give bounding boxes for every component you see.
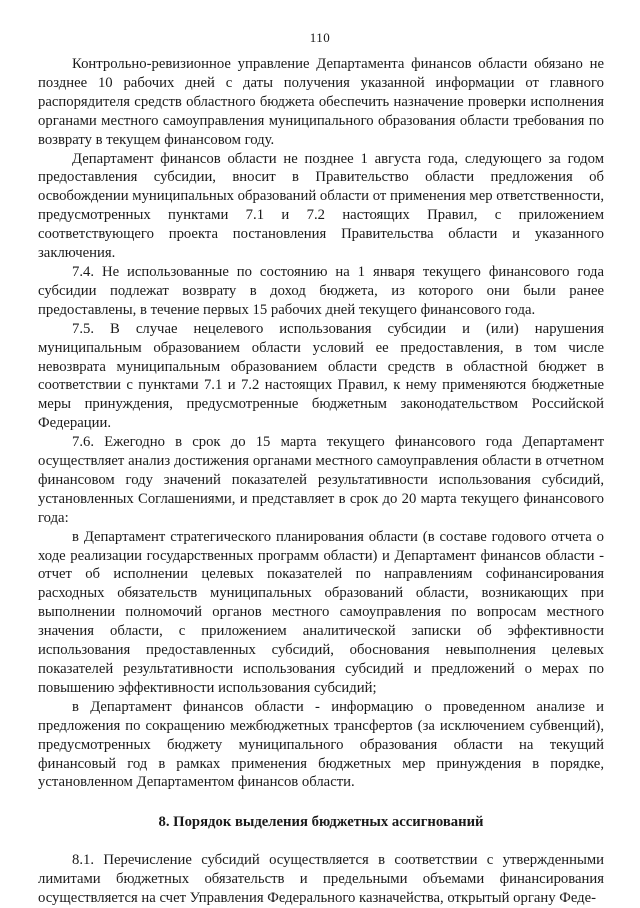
paragraph-finance-dept-proposal: Департамент финансов области не позднее 1 августа года, следующего за годом предоставления субсидии, вносит в Правительство области предложения об освобождении муниципальных образований области от применения мер ответственности, предусмотренных пунктами 7.1 и 7.2 настоящих Правил, с приложением соответствующего проекта постановления Правительства области и указанного заключения. xyxy=(38,150,604,262)
paragraph-control-audit: Контрольно-ревизионное управление Департамента финансов области обязано не позднее 10 рабочих дней с даты получения указанной информации от главного распорядителя средств областного бюджета обеспечить назначение проверки исполнения органами местного самоуправления муниципального образования области требования по возврату в текущем финансовом году. xyxy=(38,56,604,148)
paragraph-8-1: 8.1. Перечисление субсидий осуществляется в соответствии с утвержденными лимитами бюджетных обязательств и предельными объемами финансирования осуществляется на счет Управления Федерального казначейства, открытый органу Феде- xyxy=(38,852,604,907)
section-heading: 8. Порядок выделения бюджетных ассигнований xyxy=(158,814,484,831)
page-number: 110 xyxy=(309,30,331,45)
document-body xyxy=(38,55,604,908)
paragraph-7-4: 7.4. Не использованные по состоянию на 1 января текущего финансового года субсидии подлежат возврату в доход бюджета, из которого они были ранее предоставлены, в течение первых 15 рабочих дней текущего финансового года. xyxy=(38,263,604,318)
paragraph-7-5: 7.5. В случае нецелевого использования субсидии и (или) нарушения муниципальным образованием области условий ее предоставления, в том числе невозврата муниципальным образованием области средств в областной бюджет в соответствии с пунктами 7.1 и 7.2 настоящих Правил, к нему применяются бюджетные меры принуждения, предусмотренные бюджетным законодательством Российской Федерации. xyxy=(38,320,604,432)
paragraph-finance-dept-info: в Департамент финансов области - информацию о проведенном анализе и предложения по сокращению межбюджетных трансфертов (за исключением субвенций), предусмотренных бюджету муниципального образования области на текущий финансовый год в рамках применения бюджетных мер принуждения в порядке, установленном Департаментом финансов области. xyxy=(38,698,604,791)
paragraph-7-6: 7.6. Ежегодно в срок до 15 марта текущего финансового года Департамент осуществляет анализ достижения органами местного самоуправления области в отчетном финансовом году значений показателей результативности использования субсидий, установленных Соглашениями, и представляет в срок до 20 марта текущего финансового года: xyxy=(38,434,604,526)
paragraph-strategic-planning: в Департамент стратегического планирования области (в составе годового отчета о ходе реализации государственных программ области) и Департамент финансов области - отчет об исполнении целевых показателей по направлениям софинансирования расходных обязательств муниципальных образований области, возникающих при выполнении полномочий органов местного самоуправления по вопросам местного значения области, с приложением аналитической записки об эффективности использования предоставленных субсидий, обоснования невыполнения целевых показателей результативности использования субсидий и предложений о мерах по повышению эффективности использования субсидий; xyxy=(38,528,604,696)
